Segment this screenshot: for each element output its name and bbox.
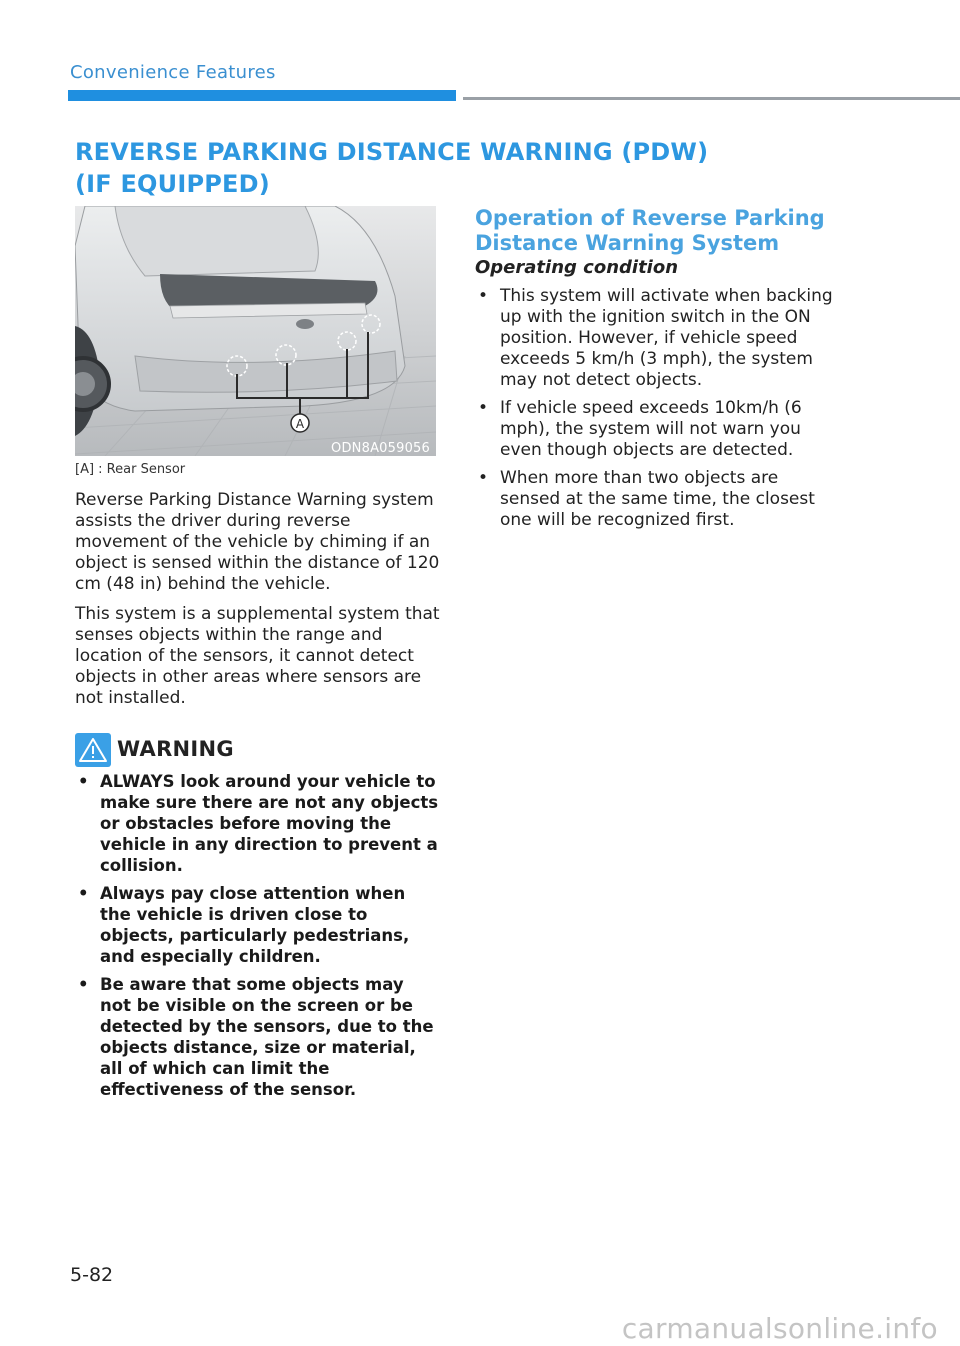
list-item: • When more than two objects are sensed at the same time, the closest one will be recognized first. (478, 468, 815, 530)
callout-label: A (295, 417, 305, 431)
rear-sensor-figure (75, 206, 436, 456)
warning-item: • Be aware that some objects may not be visible on the screen or be detected by the sensors, due to the objects distance, size or material, all of which can limit the effectiveness of the sensor. (78, 975, 434, 1099)
bullet-icon: • (78, 772, 89, 791)
bullet-icon: • (478, 286, 489, 306)
list-item: • This system will activate when backing up with the ignition switch in the ON position. However, if vehicle speed exceeds 5 km/h (3 mph), the system may not detect objects. (478, 286, 833, 390)
warning-title: WARNING (117, 737, 234, 761)
bullet-icon: • (478, 468, 489, 488)
bullet-icon: • (478, 398, 489, 418)
warning-item: • Always pay close attention when the vehicle is driven close to objects, particularly pedestrians, and especially children. (78, 884, 410, 966)
page-title-line2: (IF EQUIPPED) (75, 170, 270, 198)
bullet-icon: • (78, 975, 89, 994)
intro-paragraph-1: Reverse Parking Distance Warning system assists the driver during reverse movement of the vehicle by chiming if an object is sensed within the distance of 120 cm (48 in) behind the vehicle. (75, 490, 440, 594)
operating-condition-list (475, 286, 835, 538)
header-accent-bar (68, 90, 456, 101)
page-title-line1: REVERSE PARKING DISTANCE WARNING (PDW) (75, 138, 709, 166)
warning-list (75, 771, 440, 1107)
watermark: carmanualsonline.info (621, 1312, 938, 1345)
warning-item: • ALWAYS look around your vehicle to make sure there are not any objects or obstacles before moving the vehicle in any direction to prevent a collision. (78, 772, 439, 875)
figure-code: ODN8A059056 (331, 441, 430, 456)
operation-heading: Operation of Reverse Parking Distance Warning System (475, 206, 825, 255)
operating-condition-subheading: Operating condition (475, 257, 679, 278)
car-rear-illustration (75, 206, 436, 456)
warning-triangle-icon (75, 733, 111, 767)
header-divider (463, 97, 960, 100)
page-number: 5-82 (70, 1264, 114, 1286)
warning-heading (75, 733, 440, 767)
page-title (75, 136, 715, 200)
bullet-icon: • (78, 884, 89, 903)
figure-caption: [A] : Rear Sensor (75, 462, 186, 477)
header-section-title: Convenience Features (70, 62, 276, 83)
intro-paragraph-2: This system is a supplemental system that senses objects within the range and location of the sensors, it cannot detect objects in other areas where sensors are not installed. (75, 604, 440, 708)
list-item: • If vehicle speed exceeds 10km/h (6 mph), the system will not warn you even though objects are detected. (478, 398, 802, 460)
intro-text (75, 490, 440, 718)
